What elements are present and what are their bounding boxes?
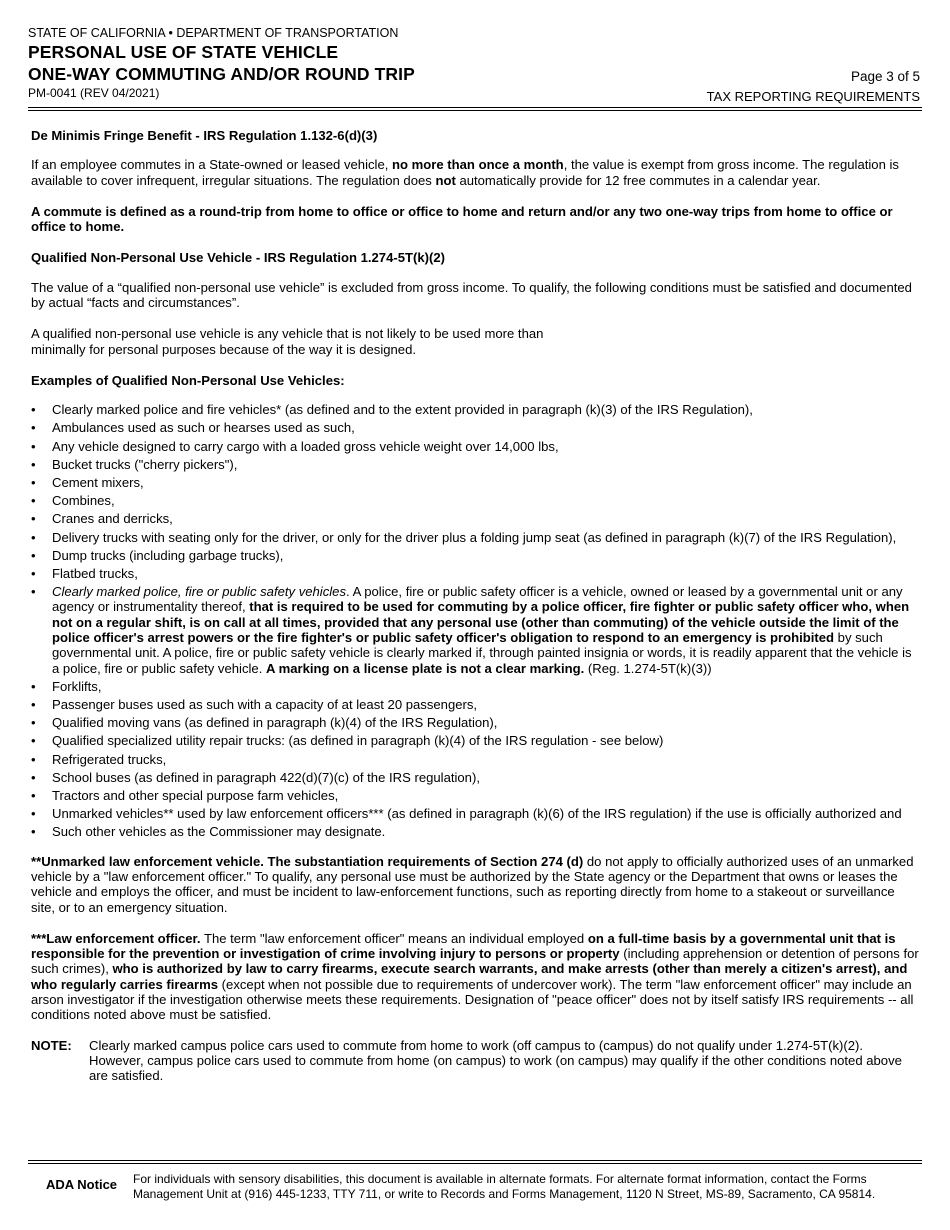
section-label: TAX REPORTING REQUIREMENTS [706,89,920,104]
text-run: (Reg. 1.274-5T(k)(3)) [584,660,712,676]
text-run: by such governmental unit. A police, fire or public safety vehicle is clearly marked if, through painted insignia or words, it is readily apparent that the vehicle is a police, fire or public safety vehicle. [52,630,912,676]
qualified-definition [31,326,920,357]
text-run-bold: no more than once a month [392,157,564,173]
bullet: • [31,751,36,767]
text-line: For individuals with sensory disabilities, this document is available in alternate formats. For alternate format information, contact the Forms [133,1172,867,1186]
bullet: • [31,493,36,509]
list-item: • Forklifts, [31,678,102,694]
list-item: • Bucket trucks ("cherry pickers"), [31,456,238,472]
text-run-bold: A marking on a license plate is not a clear marking. [265,660,585,676]
bullet: • [31,511,36,527]
list-item: • Qualified moving vans (as defined in paragraph (k)(4) of the IRS Regulation), [31,715,498,731]
qualified-title: Qualified Non-Personal Use Vehicle - IRS Regulation 1.274-5T(k)(2) [31,250,446,266]
list-item: • Such other vehicles as the Commissioner may designate. [31,824,386,840]
text-run: (except when not possible due to requirements of undercover work). The term "law enforcement officer" may include an arson investigator if the investigation otherwise meets these requirements. Designation of "peace officer" does not by itself satisfy IRS requirements -- all conditions noted above must be satisfied. [31,976,914,1023]
bullet: • [31,420,36,436]
text-run-bold: that is required to be used for commuting by a police officer, fire fighter or public safety officer who, when not on a regular shift, is on call at all times, provided that any personal use (other than commuting) of the vehicle outside the limit of the police officer's arrest powers or the fire fighter's or public safety officer's obligation to respond to an emergency is prohibited [52,599,910,646]
bullet: • [31,715,36,731]
bullet: • [31,733,36,749]
form-title-line1: PERSONAL USE OF STATE VEHICLE [28,42,339,62]
text-run: , the value is exempt from gross income. The regulation is available to cover infrequent, irregular situations. The regulation does [31,157,899,188]
text-run: . A police, fire or public safety officer is a vehicle, owned or leased by a governmental unit or any agency or instrumentality thereof, [52,584,903,615]
note-block [31,1038,920,1084]
bullet: • [31,565,36,581]
text-run: The term "law enforcement officer" means an individual employed [200,930,588,946]
examples-list [0,402,920,839]
list-item: • Unmarked vehicles** used by law enforcement officers*** (as defined in paragraph (k)(6) of the IRS regulation) if the use is officially authorized and [31,806,902,822]
bullet: • [31,529,36,545]
list-item: • Refrigerated trucks, [31,751,167,767]
bullet: • [31,769,36,785]
list-item: • Delivery trucks with seating only for the driver, or only for the driver plus a folding jump seat (as defined in paragraph (k)(7) of the IRS Regulation), [31,529,897,545]
header-divider [28,107,922,111]
bullet: • [31,547,36,563]
list-item: • Passenger buses used as such with a capacity of at least 20 passengers, [31,697,478,712]
note-label: NOTE: [31,1037,72,1053]
list-item: • Cement mixers, [31,475,144,491]
text-run-bold: ***Law enforcement officer. [31,930,201,946]
list-item: • Tractors and other special purpose farm vehicles, [31,787,339,803]
bullet: • [31,456,36,472]
list-item: • School buses (as defined in paragraph 422(d)(7)(c) of the IRS regulation), [31,769,480,785]
bullet: • [31,438,36,454]
bullet: • [31,697,36,712]
bullet: • [31,584,36,600]
list-item-marked-vehicles [0,584,920,676]
ada-notice-text [133,1172,923,1201]
bullet: • [31,787,36,803]
bullet: • [31,678,36,694]
text-line: A qualified non-personal use vehicle is any vehicle that is not likely to be used more than [31,326,544,342]
list-item: • Qualified specialized utility repair trucks: (as defined in paragraph (k)(4) of the IRS regulation - see below) [31,733,664,749]
deminimis-paragraph [31,157,920,188]
text-run: automatically provide for 12 free commutes in a calendar year. [455,172,821,188]
text-run-bold: who is authorized by law to carry firearms, execute search warrants, and make arrests (other than merely a citizen's arrest), and who regularly carries firearms [31,961,908,992]
unmarked-vehicle-paragraph [31,854,920,915]
text-run: (including apprehension or detention of persons for such crimes), [31,946,919,977]
bullet: • [31,806,36,822]
text-run-bold: **Unmarked law enforcement vehicle. The substantiation requirements of Section 274 (d) [31,853,584,869]
form-number: PM-0041 (REV 04/2021) [28,86,160,100]
list-item: • Any vehicle designed to carry cargo with a loaded gross vehicle weight over 14,000 lbs, [31,438,559,454]
bullet: • [31,402,36,418]
text-run-bold: on a full-time basis by a governmental unit that is responsible for the prevention or investigation of crime involving injury to persons or property [31,930,896,962]
examples-title: Examples of Qualified Non-Personal Use Vehicles: [31,372,345,388]
text-line: minimally for personal purposes because of the way it is designed. [31,341,417,357]
agency-name: STATE OF CALIFORNIA • DEPARTMENT OF TRANSPORTATION [28,26,399,40]
list-item: • Cranes and derricks, [31,511,173,527]
list-item: • Combines, [31,493,115,509]
text-run-bold: not [435,172,456,188]
text-run-italic: Clearly marked police, fire or public safety vehicles [52,584,347,600]
law-enforcement-paragraph [31,931,920,1023]
commute-definition: A commute is defined as a round-trip from home to office or office to home and return and/or any two one-way trips from home to office or office to home. [31,203,893,235]
form-title-line2: ONE-WAY COMMUTING AND/OR ROUND TRIP [28,64,415,84]
deminimis-title: De Minimis Fringe Benefit - IRS Regulation 1.132-6(d)(3) [31,128,378,143]
bullet: • [31,824,36,840]
list-item: • Dump trucks (including garbage trucks), [31,547,284,563]
ada-notice-label: ADA Notice [46,1177,118,1192]
list-item: • Clearly marked police and fire vehicles* (as defined and to the extent provided in paragraph (k)(3) of the IRS Regulation), [31,402,753,418]
footer-divider [28,1160,922,1164]
note-text: Clearly marked campus police cars used to commute from home to work (off campus to (campus) do not qualify under 1.274-5T(k)(2). However, campus police cars used to commute from home (on campus) to work (on campus) may qualify if the other conditions noted above are satisfied. [89,1037,902,1084]
text-run: do not apply to officially authorized uses of an unmarked vehicle by a "law enforcement officer." To qualify, any personal use must be authorized by the State agency or the Department that owns or leases the vehicle and employs the officer, and must be incident to law-enforcement functions, such as reporting directly from home to a stakeout or surveillance site, or to an emergency situation. [31,853,914,915]
text-run: If an employee commutes in a State-owned or leased vehicle, [31,157,392,173]
document-body [31,128,920,1083]
qualified-paragraph: The value of a “qualified non-personal use vehicle” is excluded from gross income. To qualify, the following conditions must be satisfied and documented by actual “facts and circumstances”. [31,279,912,311]
page-header [28,26,920,110]
list-item: • Ambulances used as such or hearses used as such, [31,420,355,436]
list-item: • Flatbed trucks, [31,565,138,581]
bullet: • [31,475,36,491]
text-line: Management Unit at (916) 445-1233, TTY 711, or write to Records and Forms Management, 1120 N Street, MS-89, Sacramento, CA 95814. [133,1186,876,1201]
page-number: Page 3 of 5 [850,69,920,84]
